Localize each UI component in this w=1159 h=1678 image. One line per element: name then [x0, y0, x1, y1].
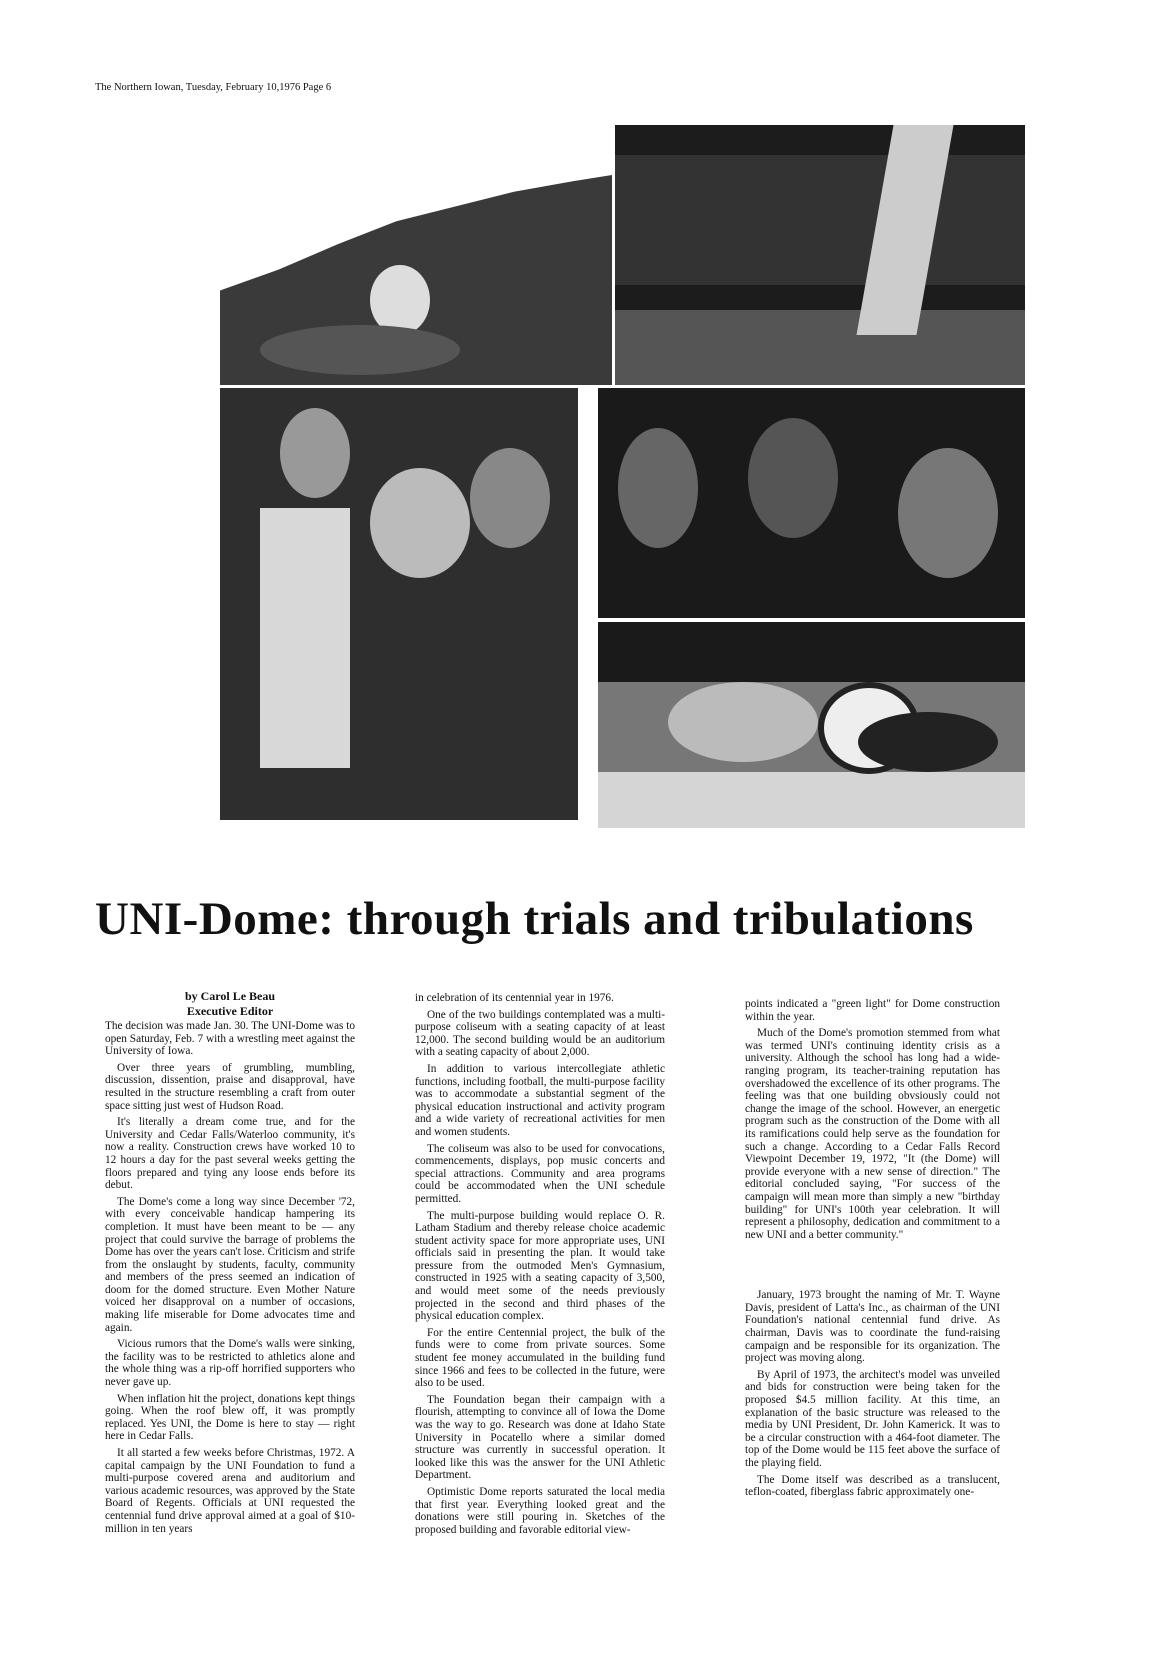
photo-crowd-cheerleader [220, 175, 612, 385]
paragraph: The coliseum was also to be used for convocations, commencements, displays, pop music concerts and special attractions. Community and area programs could be accommodated when the UNI schedule permitted. [415, 1142, 665, 1205]
paragraph: One of the two buildings contemplated was a multi-purpose coliseum with a seating capacity of at least 12,000. The second building would be an auditorium with a seating capacity of about 2,000. [415, 1008, 665, 1059]
article-column-3 [745, 998, 1000, 1503]
byline-title: Executive Editor [186, 1004, 274, 1018]
photo-wrestling-match [598, 622, 1025, 828]
paragraph: in celebration of its centennial year in 1976. [415, 992, 614, 1004]
photo-fans-with-binoculars [220, 388, 578, 820]
paragraph: points indicated a "green light" for Dome construction within the year. [745, 998, 1000, 1023]
paragraph: By April of 1973, the architect's model was unveiled and bids for construction were being taken for the proposed $4.5 million facility. At this time, an explanation of the basic structure was released to the media by UNI President, Dr. John Kamerick. It was to be a circular construction with a 464-foot diameter. The top of the Dome would be 115 feet above the surface of the playing field. [745, 1368, 1000, 1469]
paragraph: The decision was made Jan. 30. The UNI-Dome was to open Saturday, Feb. 7 with a wrestling meet against the University of Iowa. [105, 1020, 355, 1058]
article-column-2 [415, 992, 665, 1540]
headline: UNI-Dome: through trials and tribulations [95, 893, 974, 945]
paragraph: The Dome itself was described as a translucent, teflon-coated, fiberglass fabric approximately one- [745, 1473, 1000, 1499]
page-folio: The Northern Iowan, Tuesday, February 10,1976 Page 6 [95, 82, 332, 93]
paragraph: Vicious rumors that the Dome's walls were sinking, the facility was to be restricted to athletics alone and the whole thing was a rip-off horrified supporters who never gave up. [105, 1338, 355, 1389]
paragraph: January, 1973 brought the naming of Mr. T. Wayne Davis, president of Latta's Inc., as chairman of the UNI Foundation's national centennial fund drive. As chairman, Davis was to coordinate the fund-raising campaign and be responsible for its organization. The project was moving along. [745, 1289, 1000, 1365]
paragraph: The multi-purpose building would replace O. R. Latham Stadium and thereby release choice academic student activity space for more appropriate uses, UNI officials said in presenting the plan. It would take pressure from the outmoded Men's Gymnasium, constructed in 1925 with a seating capacity of 3,500, and would meet some of the needs previously projected in the second and third phases of the physical education complex. [415, 1209, 665, 1323]
article-column-1 [105, 990, 355, 1539]
paragraph: Optimistic Dome reports saturated the local media that first year. Everything looked great and the donations were still pouring in. Sketches of the proposed building and favorable editorial view- [415, 1485, 665, 1536]
photo-cheerleaders-seated [598, 388, 1025, 618]
photo-flag-bearer-arena [615, 125, 1025, 385]
paragraph: It all started a few weeks before Christmas, 1972. A capital campaign by the UNI Foundation to fund a multi-purpose covered arena and auditorium and various academic resources, was approved by the State Board of Regents. Officials at UNI requested the centennial fund drive approval aimed at a goal of $10-million in ten years [105, 1447, 355, 1535]
paragraph: The Dome's come a long way since December '72, with every conceivable handicap hampering its completion. It must have been meant to be — any project that could survive the barrage of problems the Dome has over the years can't lose. Criticism and strife from the onslaught by students, faculty, community and members of the press seemed an indication of doom for the domed structure. Even Mother Nature voiced her disapproval on a number of occasions, making life miserable for Dome advocates time and again. [105, 1195, 355, 1334]
paragraph: When inflation hit the project, donations kept things going. When the roof blew off, it was promptly replaced. Yes UNI, the Dome is here to stay — right here in Cedar Falls. [105, 1392, 355, 1443]
paragraph: Over three years of grumbling, mumbling, discussion, dissention, praise and disapproval, have resulted in the structure resembling a craft from outer space sitting just west of Hudson Road. [105, 1061, 355, 1112]
paragraph: The Foundation began their campaign with a flourish, attempting to convince all of Iowa the Dome was the way to go. Research was done at Idaho State University in Pocatello where a similar domed structure was currently in successful operation. It looked like this was the answer for the UNI Athletic Department. [415, 1393, 665, 1482]
paragraph: In addition to various intercollegiate athletic functions, including football, the multi-purpose facility was to accommodate a substantial segment of the physical education instructional and activity program and a wide variety of recreational activities for men and women students. [415, 1062, 665, 1138]
paragraph: It's literally a dream come true, and for the University and Cedar Falls/Waterloo community, it's now a reality. Construction crews have worked 10 to 12 hours a day for the past several weeks getting the floors prepared and tying any loose ends before its debut. [105, 1116, 355, 1192]
byline-author: by Carol Le Beau [184, 989, 276, 1003]
paragraph: For the entire Centennial project, the bulk of the funds were to come from private sources. Some student fee money accumulated in the building fund since 1966 and fees to be collected in the future, were also to be used. [415, 1326, 665, 1390]
paragraph: Much of the Dome's promotion stemmed from what was termed UNI's continuing identity crisis as a university. Although the school has long had a wide-ranging program, its teacher-training reputation has overshadowed the excellence of its other programs. The feeling was that one building obvsiously could not change the image of the school. However, an energetic program such as the construction of the Dome with all its ramifications could help serve as the foundation for such a change. According to a Cedar Falls Record Viewpoint December 19, 1972, "It (the Dome) will provide everyone with a new sense of direction." The editorial concluded saying, "For success of the campaign will mean more than simply a new "birthday building" for UNI's 100th year celebration. It will represent a philosophy, dedication and commitment to a new UNI and a better community." [745, 1027, 1000, 1241]
